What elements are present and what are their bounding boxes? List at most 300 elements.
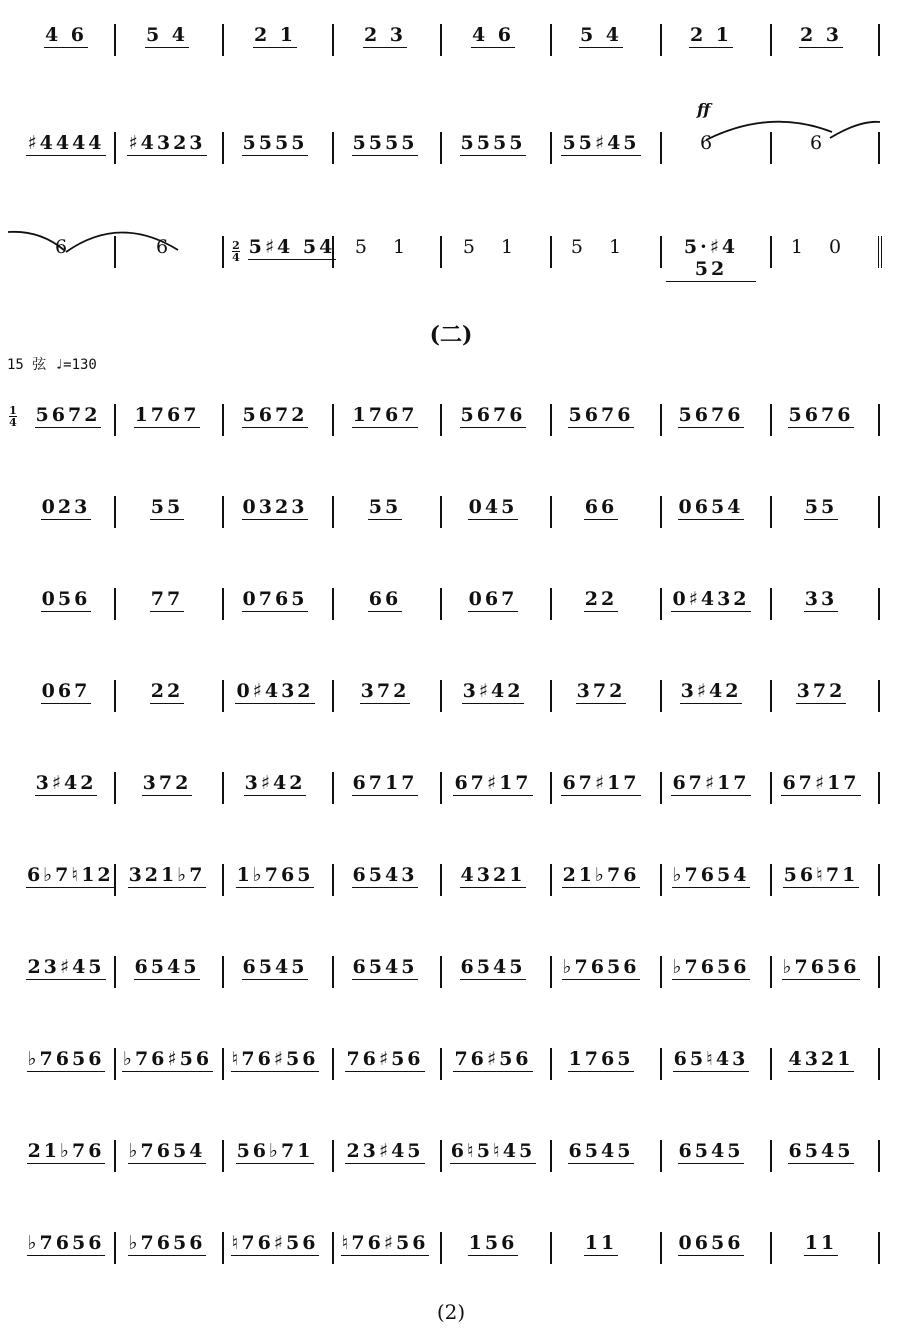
measure [340, 666, 430, 726]
measure-notes: 23♯45 [346, 1140, 424, 1162]
measure-notes: 156 [468, 1232, 518, 1254]
measure-notes: 5·♯4 52 [666, 236, 756, 282]
measure-notes: ♭7654 [672, 864, 750, 886]
measure [448, 942, 538, 1002]
measure-notes: 6545 [460, 956, 526, 978]
barline [770, 588, 772, 620]
measure-notes: 23♯45 [27, 956, 105, 978]
measure-notes: 4 6 [471, 24, 515, 46]
measure-notes: 372 [360, 680, 410, 702]
barline [114, 1048, 116, 1080]
measure [776, 574, 866, 634]
barline [660, 132, 662, 164]
measure-notes: 22 [584, 588, 618, 610]
measure [556, 1034, 646, 1094]
barline [114, 24, 116, 56]
measure-notes: 6545 [568, 1140, 634, 1162]
barline [770, 864, 772, 896]
measure-notes: 4 6 [44, 24, 88, 46]
measure [776, 390, 866, 450]
measure-notes: 0♯432 [672, 588, 750, 610]
barline [222, 1140, 224, 1172]
measure [26, 118, 106, 178]
measure [340, 118, 430, 178]
measure [26, 222, 106, 282]
measure-notes: 5676 [788, 404, 854, 426]
barline [332, 864, 334, 896]
barline [770, 24, 772, 56]
barline [660, 1048, 662, 1080]
barline [222, 132, 224, 164]
measure-notes: 55 [804, 496, 838, 518]
measure [122, 222, 212, 282]
barline [114, 404, 116, 436]
measure [122, 1218, 212, 1278]
measure [122, 10, 212, 70]
barline [332, 496, 334, 528]
measure [556, 1218, 646, 1278]
measure [448, 222, 538, 282]
measure [448, 666, 538, 726]
measure-notes: 3♯42 [462, 680, 524, 702]
measure-notes: 6545 [788, 1140, 854, 1162]
score-line [0, 850, 902, 910]
measure-notes: 023 [41, 496, 91, 518]
measure-notes: 6545 [678, 1140, 744, 1162]
measure [556, 118, 646, 178]
measure-notes: 5 1 [570, 236, 632, 258]
barline [660, 588, 662, 620]
measure [556, 390, 646, 450]
measure [230, 10, 320, 70]
barline [440, 24, 442, 56]
barline [660, 24, 662, 56]
barline [332, 236, 334, 268]
barline [878, 1048, 880, 1080]
measure [340, 758, 430, 818]
barline [878, 132, 880, 164]
measure [122, 850, 212, 910]
barline [440, 1232, 442, 1264]
barline [114, 1140, 116, 1172]
measure-notes: 0323 [242, 496, 308, 518]
measure-notes: 5676 [568, 404, 634, 426]
measure [448, 10, 538, 70]
measure [666, 942, 756, 1002]
measure [122, 666, 212, 726]
measure-notes: 67♯17 [782, 772, 860, 794]
measure [776, 222, 866, 282]
measure [244, 222, 340, 282]
barline [222, 864, 224, 896]
barline [222, 956, 224, 988]
measure [556, 222, 646, 282]
measure [666, 118, 756, 178]
measure [666, 666, 756, 726]
measure [448, 758, 538, 818]
measure-notes: 5555 [242, 132, 308, 154]
barline [770, 772, 772, 804]
measure-notes: 0♯432 [236, 680, 314, 702]
measure-notes: ♭7656 [562, 956, 640, 978]
barline [440, 1048, 442, 1080]
barline [332, 1048, 334, 1080]
barline [660, 956, 662, 988]
measure-notes: 3♯42 [244, 772, 306, 794]
barline [332, 404, 334, 436]
measure-notes: 5676 [678, 404, 744, 426]
measure-notes: 56♭71 [236, 1140, 314, 1162]
measure-notes: 11 [804, 1232, 838, 1254]
measure-notes: 045 [468, 496, 518, 518]
barline [878, 404, 880, 436]
barline [770, 1140, 772, 1172]
measure-notes: 1♭765 [236, 864, 314, 886]
measure-notes: 5676 [460, 404, 526, 426]
barline [550, 956, 552, 988]
score-line [0, 118, 902, 178]
measure-notes: 056 [41, 588, 91, 610]
barline [114, 680, 116, 712]
measure-notes: 2 3 [363, 24, 407, 46]
barline [222, 1048, 224, 1080]
measure [122, 390, 212, 450]
measure [28, 390, 108, 450]
measure [776, 118, 866, 178]
barline [878, 24, 880, 56]
measure-notes: 0654 [678, 496, 744, 518]
barline [550, 680, 552, 712]
measure [340, 1126, 430, 1186]
measure [776, 10, 866, 70]
barline [550, 496, 552, 528]
barline [114, 588, 116, 620]
barline [332, 680, 334, 712]
measure [556, 574, 646, 634]
barline [440, 132, 442, 164]
barline [114, 236, 116, 268]
barline [878, 1232, 880, 1264]
measure-notes: 55♯45 [562, 132, 640, 154]
barline [770, 496, 772, 528]
measure [26, 10, 106, 70]
measure-notes: ♮76♯56 [231, 1048, 319, 1070]
measure [448, 850, 538, 910]
score-line [0, 390, 902, 450]
score-line [0, 758, 902, 818]
barline [770, 1232, 772, 1264]
time-signature-denominator: 4 [9, 416, 17, 429]
measure [448, 1126, 538, 1186]
measure-notes: 2 1 [689, 24, 733, 46]
measure-notes: 33 [804, 588, 838, 610]
measure-notes: 6717 [352, 772, 418, 794]
measure-notes: 3♯42 [680, 680, 742, 702]
measure-notes: 4321 [788, 1048, 854, 1070]
barline [332, 1140, 334, 1172]
measure [26, 574, 106, 634]
barline [770, 236, 772, 268]
barline [770, 956, 772, 988]
measure [230, 1218, 320, 1278]
measure [340, 390, 430, 450]
barline [222, 236, 224, 268]
barline [222, 588, 224, 620]
measure-notes: 6545 [242, 956, 308, 978]
barline [222, 496, 224, 528]
barline [114, 956, 116, 988]
measure-notes: 67♯17 [672, 772, 750, 794]
measure [666, 574, 756, 634]
barline [222, 680, 224, 712]
measure [776, 1034, 866, 1094]
measure-notes: 55 [368, 496, 402, 518]
barline [222, 24, 224, 56]
score-line [0, 1218, 902, 1278]
measure [230, 850, 320, 910]
measure-notes: 1767 [134, 404, 200, 426]
measure-notes: 6 [699, 132, 723, 154]
measure-notes: 6545 [134, 956, 200, 978]
measure [26, 942, 106, 1002]
measure [340, 1034, 430, 1094]
time-signature-denominator: 4 [232, 251, 240, 264]
score-line [0, 1126, 902, 1186]
measure-notes: 067 [468, 588, 518, 610]
measure [776, 666, 866, 726]
measure [122, 482, 212, 542]
measure-notes: 5672 [242, 404, 308, 426]
barline [440, 588, 442, 620]
barline [222, 772, 224, 804]
measure [556, 482, 646, 542]
measure-notes: 372 [796, 680, 846, 702]
measure-notes: ♮76♯56 [231, 1232, 319, 1254]
barline [222, 404, 224, 436]
measure [340, 10, 430, 70]
measure-notes: 5 1 [354, 236, 416, 258]
barline [440, 956, 442, 988]
measure [26, 482, 106, 542]
measure-notes: 11 [584, 1232, 618, 1254]
final-barline [878, 236, 884, 268]
barline [550, 588, 552, 620]
measure [448, 574, 538, 634]
barline [440, 1140, 442, 1172]
barline [550, 236, 552, 268]
measure [340, 850, 430, 910]
barline [878, 680, 880, 712]
measure [230, 666, 320, 726]
barline [878, 588, 880, 620]
barline [660, 1232, 662, 1264]
score-line [0, 10, 902, 70]
measure-notes: 321♭7 [128, 864, 206, 886]
measure-notes: 56♮71 [783, 864, 859, 886]
measure-notes: ♯4323 [128, 132, 206, 154]
measure-notes: 067 [41, 680, 91, 702]
measure [448, 118, 538, 178]
barline [770, 404, 772, 436]
barline [440, 772, 442, 804]
barline [660, 1140, 662, 1172]
measure [26, 1218, 106, 1278]
tempo-marking: 15 弦 ♩=130 [7, 357, 97, 373]
measure-notes: 76♯56 [454, 1048, 532, 1070]
section-title: (二) [429, 322, 473, 348]
measure-notes: 77 [150, 588, 184, 610]
measure-notes: 6♭7♮12 [27, 864, 114, 886]
measure-notes: 0656 [678, 1232, 744, 1254]
barline [332, 956, 334, 988]
barline [878, 1140, 880, 1172]
barline [332, 132, 334, 164]
measure [556, 10, 646, 70]
measure-notes: 5 4 [145, 24, 189, 46]
measure [448, 1034, 538, 1094]
measure-notes: 6♮5♮45 [450, 1140, 536, 1162]
measure-notes: 21♭76 [562, 864, 640, 886]
measure [122, 942, 212, 1002]
measure-notes: ♭7656 [672, 956, 750, 978]
barline [332, 1232, 334, 1264]
measure [666, 850, 756, 910]
measure [340, 1218, 430, 1278]
measure-notes: 5555 [460, 132, 526, 154]
barline [878, 496, 880, 528]
barline [114, 132, 116, 164]
measure-notes: 65♮43 [673, 1048, 749, 1070]
barline [114, 864, 116, 896]
barline [660, 680, 662, 712]
barline [332, 588, 334, 620]
measure [122, 1034, 212, 1094]
measure [230, 118, 320, 178]
measure [230, 482, 320, 542]
measure-notes: 67♯17 [454, 772, 532, 794]
barline [332, 772, 334, 804]
barline [878, 956, 880, 988]
measure [776, 850, 866, 910]
measure [666, 222, 756, 282]
measure-notes: ♮76♯56 [341, 1232, 429, 1254]
barline [660, 404, 662, 436]
measure [776, 758, 866, 818]
measure [666, 758, 756, 818]
measure-notes: 5♯4 54 [248, 236, 336, 258]
barline [440, 236, 442, 268]
measure-notes: 6 [54, 236, 78, 258]
measure [122, 574, 212, 634]
measure [666, 482, 756, 542]
barline [550, 404, 552, 436]
barline [878, 864, 880, 896]
measure [122, 758, 212, 818]
barline [114, 1232, 116, 1264]
measure [26, 1126, 106, 1186]
barline [550, 772, 552, 804]
dynamic-marking: ff [697, 100, 711, 119]
barline [440, 864, 442, 896]
measure-notes: 76♯56 [346, 1048, 424, 1070]
measure [448, 1218, 538, 1278]
measure-notes: ♭7654 [128, 1140, 206, 1162]
barline [550, 1140, 552, 1172]
barline [332, 24, 334, 56]
measure [776, 1218, 866, 1278]
score-line [0, 942, 902, 1002]
measure-notes: 6545 [352, 956, 418, 978]
measure-notes: 5672 [35, 404, 101, 426]
measure [230, 1034, 320, 1094]
measure-notes: 1 0 [790, 236, 852, 258]
measure [556, 942, 646, 1002]
measure-notes: 6543 [352, 864, 418, 886]
measure-notes: ♯4444 [27, 132, 105, 154]
measure [666, 1126, 756, 1186]
measure [230, 390, 320, 450]
measure [340, 222, 430, 282]
measure-notes: 1767 [352, 404, 418, 426]
measure-notes: 372 [142, 772, 192, 794]
measure [776, 482, 866, 542]
measure-notes: ♭7656 [128, 1232, 206, 1254]
measure [230, 758, 320, 818]
measure [340, 482, 430, 542]
measure-notes: ♭7656 [27, 1232, 105, 1254]
measure-notes: 5 4 [579, 24, 623, 46]
barline [114, 496, 116, 528]
measure [666, 10, 756, 70]
measure-notes: 5 1 [462, 236, 524, 258]
measure-notes: 4321 [460, 864, 526, 886]
measure-notes: 2 1 [253, 24, 297, 46]
barline [550, 24, 552, 56]
measure [26, 666, 106, 726]
barline [440, 404, 442, 436]
measure-notes: 6 [809, 132, 833, 154]
measure-notes: 55 [150, 496, 184, 518]
score-line [0, 222, 902, 282]
measure [666, 1034, 756, 1094]
measure-notes: 3♯42 [35, 772, 97, 794]
score-line [0, 666, 902, 726]
measure [556, 1126, 646, 1186]
time-signature-numerator: 2 [232, 239, 240, 252]
measure [230, 574, 320, 634]
barline [550, 1232, 552, 1264]
barline [660, 772, 662, 804]
barline [660, 236, 662, 268]
measure-notes: 2 3 [799, 24, 843, 46]
measure [776, 1126, 866, 1186]
measure [122, 1126, 212, 1186]
measure [776, 942, 866, 1002]
barline [440, 680, 442, 712]
measure-notes: 21♭76 [27, 1140, 105, 1162]
measure [122, 118, 212, 178]
measure [230, 942, 320, 1002]
measure-notes: 22 [150, 680, 184, 702]
barline [114, 772, 116, 804]
barline [550, 132, 552, 164]
measure [340, 574, 430, 634]
score-line [0, 574, 902, 634]
barline [440, 496, 442, 528]
barline [770, 680, 772, 712]
score-line [0, 1034, 902, 1094]
measure-notes: 66 [368, 588, 402, 610]
